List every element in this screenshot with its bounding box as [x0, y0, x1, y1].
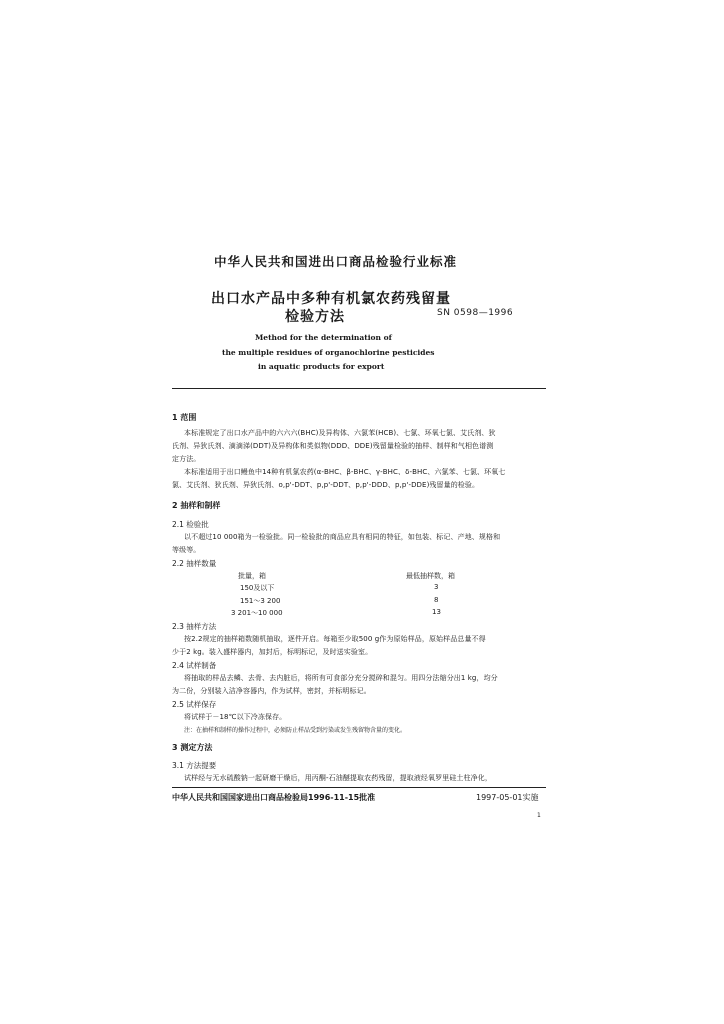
- paragraph-line: 氯、艾氏剂、狄氏剂、异狄氏剂、o,p'-DDT、p,p'-DDT、p,p'-DDD、p,p'-DDE)残留量的检验。: [172, 481, 480, 489]
- table-cell-min: 13: [432, 608, 441, 616]
- section-2-heading: 2 抽样和制样: [172, 501, 221, 510]
- table-cell-batch: 151～3 200: [240, 597, 281, 605]
- english-title-line-2: the multiple residues of organochlorine pesticides: [222, 348, 435, 357]
- paragraph-line: 定方法。: [172, 455, 201, 463]
- paragraph-line: 氏剂、异狄氏剂、滴滴涕(DDT)及异构体和类似物(DDD、DDE)残留量检验的抽样、制样和气相色谱测: [172, 442, 494, 450]
- standard-category: 中华人民共和国进出口商品检验行业标准: [214, 254, 458, 269]
- bottom-rule: [172, 787, 546, 788]
- footer-implementation-date: 1997-05-01实施: [476, 793, 539, 802]
- title-line-2: 检验方法: [285, 309, 345, 325]
- paragraph-line: 本标准规定了出口水产品中的六六六(BHC)及异构体、六氯苯(HCB)、七氯、环氧七氯、艾氏剂、狄: [184, 429, 496, 437]
- paragraph-line: 将抽取的样品去鳞、去骨、去内脏后，将所有可食部分充分搅碎和混匀。用四分法缩分出1 kg，均分: [184, 674, 498, 682]
- table-cell-batch: 3 201～10 000: [231, 609, 283, 617]
- paragraph-line: 以不超过10 000箱为一检验批。同一检验批的商品应具有相同的特征，如包装、标记、产地、规格和: [184, 533, 501, 541]
- page-number: 1: [537, 812, 541, 819]
- section-2-4-heading: 2.4 试样制备: [172, 661, 217, 670]
- english-title-line-3: in aquatic products for export: [258, 362, 385, 371]
- english-title-line-1: Method for the determination of: [255, 333, 392, 342]
- section-2-3-heading: 2.3 抽样方法: [172, 622, 217, 631]
- note-line: 注：在抽样和制样的操作过程中，必须防止样品受到污染或发生残留物含量的变化。: [184, 727, 407, 734]
- section-3-heading: 3 测定方法: [172, 743, 213, 752]
- section-3-1-heading: 3.1 方法提要: [172, 761, 217, 770]
- table-header-min-sample: 最低抽样数，箱: [406, 572, 455, 580]
- paragraph-line: 按2.2规定的抽样箱数随机抽取，逐件开启。每箱至少取500 g作为原始样品，原始样品总量不得: [184, 635, 486, 643]
- table-cell-batch: 150及以下: [240, 584, 275, 592]
- top-rule: [172, 388, 546, 389]
- standard-number: SN 0598—1996: [437, 308, 514, 318]
- footer-issuer: 中华人民共和国国家进出口商品检验局1996-11-15批准: [172, 793, 376, 802]
- paragraph-line: 少于2 kg。装入盛样器内，加封后，标明标记，及时送实验室。: [172, 648, 373, 656]
- paragraph-line: 等级等。: [172, 546, 201, 554]
- table-cell-min: 3: [434, 583, 439, 591]
- section-1-heading: 1 范围: [172, 413, 197, 422]
- paragraph-line: 为二份，分别装入洁净容器内，作为试样，密封，并标明标记。: [172, 687, 371, 695]
- paragraph-line: 将试样于－18℃以下冷冻保存。: [184, 713, 287, 721]
- section-2-2-heading: 2.2 抽样数量: [172, 559, 217, 568]
- table-header-batch: 批量，箱: [238, 572, 266, 580]
- paragraph-line: 本标准适用于出口鳗鱼中14种有机氯农药(α-BHC、β-BHC、γ-BHC、δ-BHC、六氯苯、七氯、环氧七: [184, 468, 506, 476]
- section-2-5-heading: 2.5 试样保存: [172, 700, 217, 709]
- section-2-1-heading: 2.1 检验批: [172, 520, 209, 529]
- title-line-1: 出口水产品中多种有机氯农药残留量: [211, 291, 451, 307]
- paragraph-line: 试样经与无水硫酸钠一起研磨干燥后，用丙酮-石油醚提取农药残留，提取液经氧罗里硅土柱净化，: [184, 774, 492, 782]
- table-cell-min: 8: [434, 596, 439, 604]
